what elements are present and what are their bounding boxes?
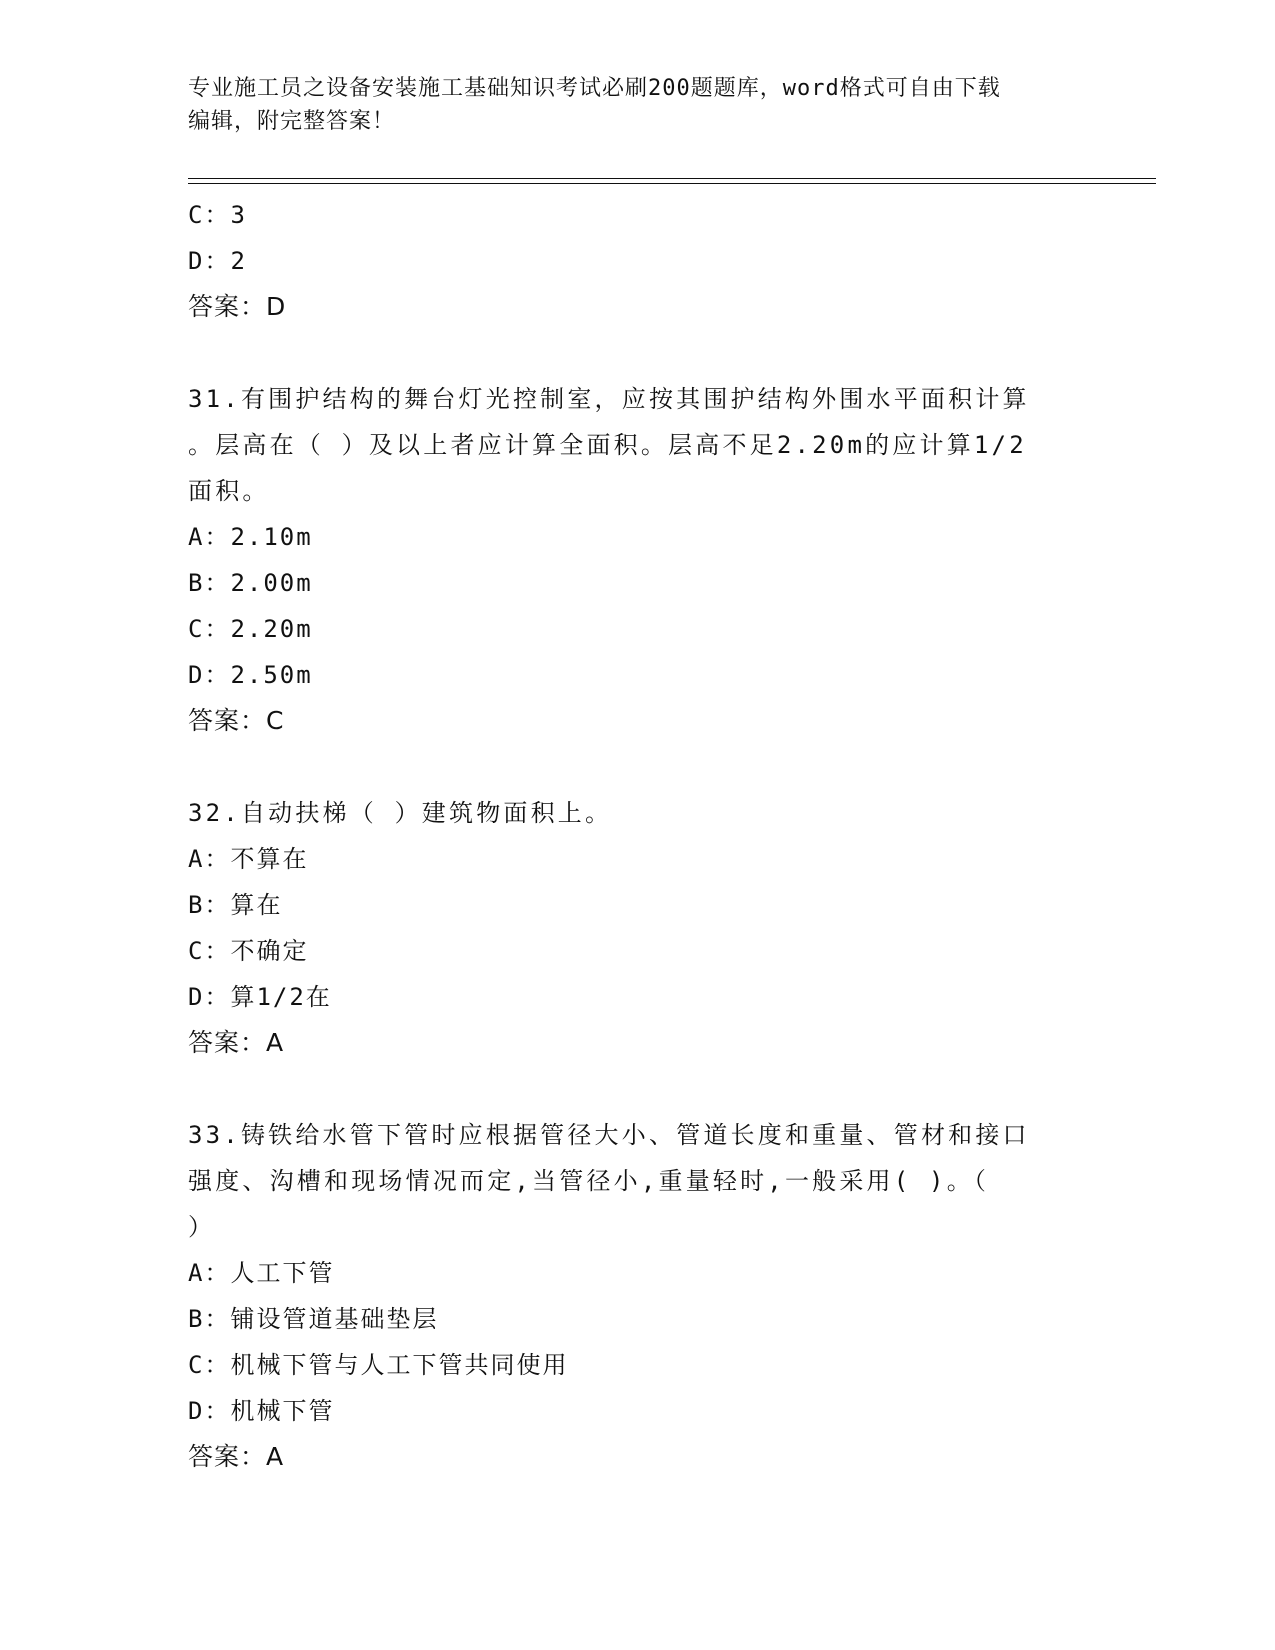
- option-b: B：铺设管道基础垫层: [188, 1305, 439, 1333]
- question-text-line: 31.有围护结构的舞台灯光控制室，应按其围护结构外围水平面积计算: [188, 385, 1030, 413]
- question-text-line: 。层高在（ ）及以上者应计算全面积。层高不足2.20m的应计算1/2: [188, 431, 1027, 459]
- question-list: [188, 192, 1088, 1480]
- option-d: D：2: [188, 247, 247, 275]
- answer-line: 答案：A: [188, 1028, 285, 1057]
- header-line-2: 编辑，附完整答案！: [188, 109, 396, 134]
- question-32: [188, 790, 1088, 1066]
- option-d: D：2.50m: [188, 661, 313, 689]
- question-text-line: 强度、沟槽和现场情况而定,当管径小,重量轻时,一般采用( )。（: [188, 1167, 990, 1195]
- option-c: C：机械下管与人工下管共同使用: [188, 1351, 569, 1379]
- option-d: D：算1/2在: [188, 983, 332, 1011]
- previous-question-tail: [188, 192, 1088, 330]
- header-rule-top: [188, 178, 1156, 179]
- question-text: [188, 1112, 1088, 1250]
- answer-line: 答案：A: [188, 1442, 285, 1471]
- answer-line: 答案：D: [188, 292, 287, 321]
- option-b: B：2.00m: [188, 569, 313, 597]
- question-text-line: ）: [188, 1213, 216, 1241]
- question-text: [188, 376, 1088, 514]
- spacer: [188, 1066, 1088, 1112]
- spacer: [188, 744, 1088, 790]
- option-b: B：算在: [188, 891, 283, 919]
- header-rule-bottom: [188, 183, 1156, 184]
- option-a: A：人工下管: [188, 1259, 335, 1287]
- question-text-line: 面积。: [188, 477, 270, 505]
- option-d: D：机械下管: [188, 1397, 335, 1425]
- question-text: [188, 790, 1088, 836]
- header-line-1: 专业施工员之设备安装施工基础知识考试必刷200题题库，word格式可自由下载: [188, 76, 1001, 101]
- document-header: [188, 72, 1068, 138]
- spacer: [188, 330, 1088, 376]
- question-text-line: 33.铸铁给水管下管时应根据管径大小、管道长度和重量、管材和接口: [188, 1121, 1030, 1149]
- option-c: C：3: [188, 201, 247, 229]
- question-31: [188, 376, 1088, 744]
- option-c: C：2.20m: [188, 615, 313, 643]
- option-c: C：不确定: [188, 937, 309, 965]
- question-text-line: 32.自动扶梯（ ）建筑物面积上。: [188, 799, 613, 827]
- question-33: [188, 1112, 1088, 1480]
- option-a: A：不算在: [188, 845, 309, 873]
- option-a: A：2.10m: [188, 523, 313, 551]
- answer-line: 答案：C: [188, 706, 285, 735]
